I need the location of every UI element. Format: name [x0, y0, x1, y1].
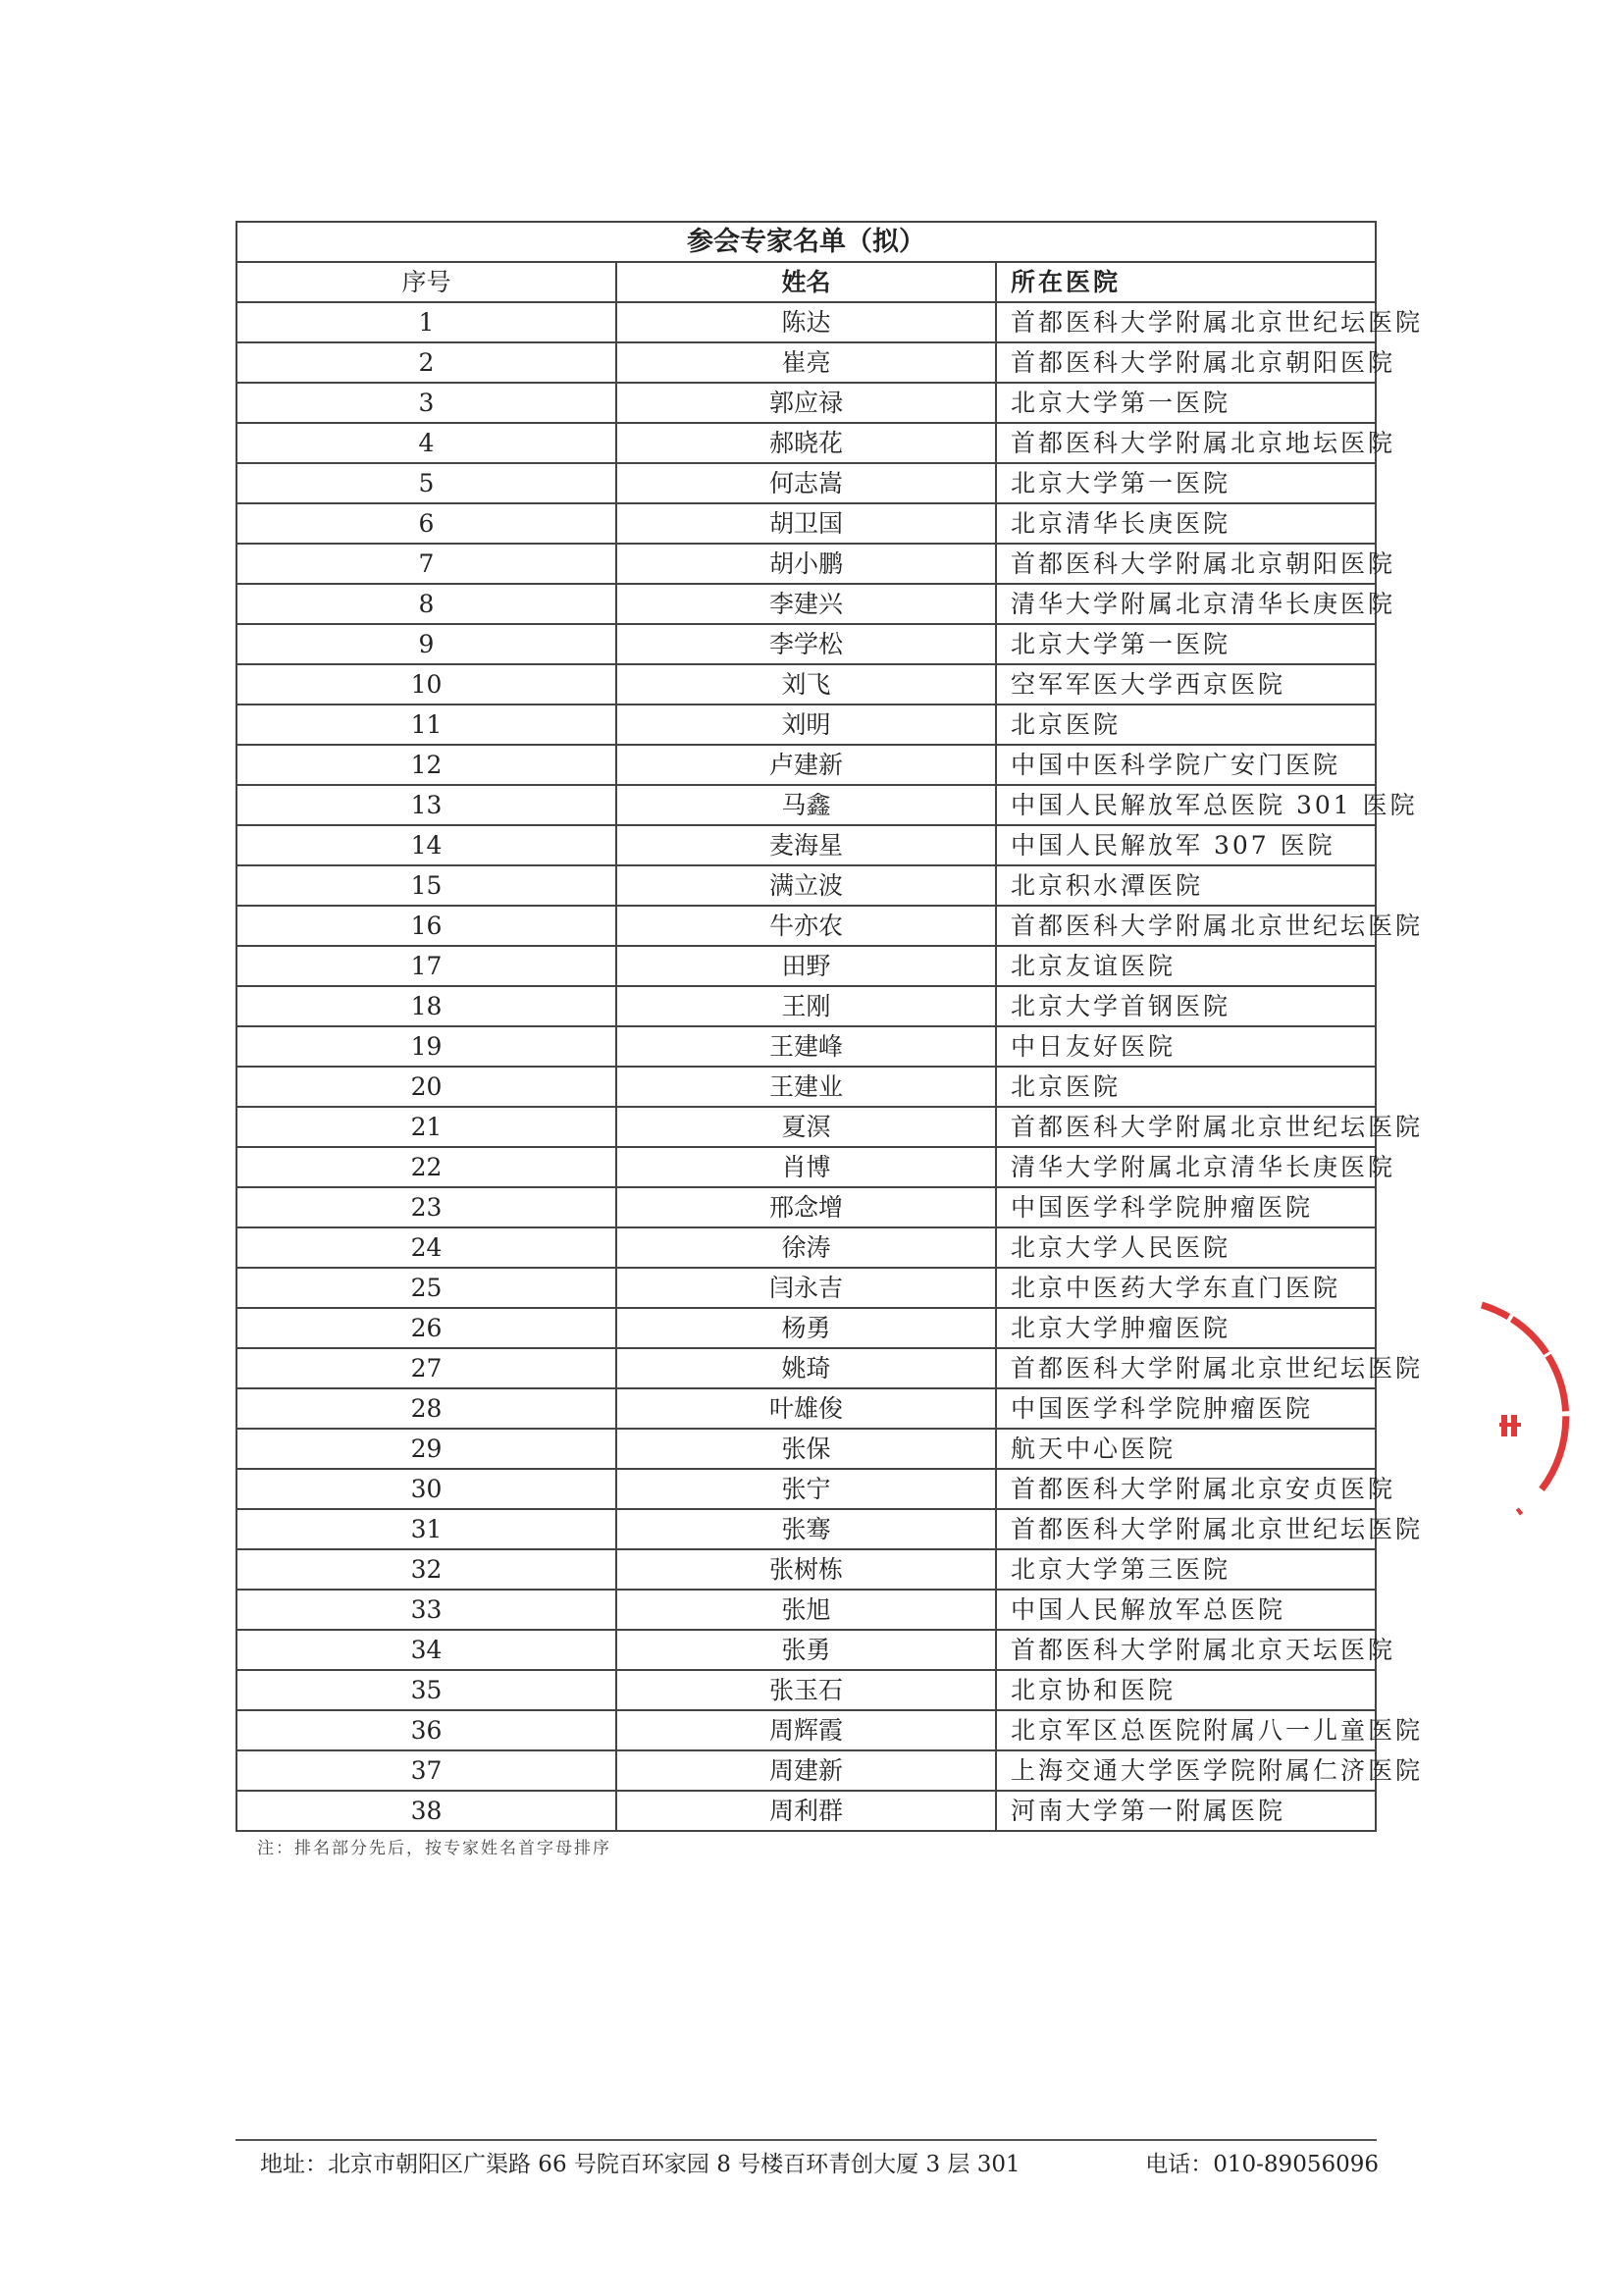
row-index: 5: [236, 463, 616, 503]
row-index: 12: [236, 745, 616, 785]
header-name: 姓名: [616, 262, 996, 302]
expert-name: 麦海星: [616, 825, 996, 865]
expert-name: 周利群: [616, 1791, 996, 1831]
table-row: [236, 383, 1376, 423]
row-index: 29: [236, 1429, 616, 1469]
expert-name: 张骞: [616, 1509, 996, 1549]
table-row: [236, 1388, 1376, 1429]
expert-name: 王建峰: [616, 1026, 996, 1067]
expert-name: 崔亮: [616, 342, 996, 383]
expert-name: 闫永吉: [616, 1268, 996, 1308]
row-index: 34: [236, 1630, 616, 1670]
table-row: [236, 745, 1376, 785]
expert-name: 张保: [616, 1429, 996, 1469]
hospital-name: 首都医科大学附属北京世纪坛医院: [996, 1348, 1376, 1388]
hospital-name: 首都医科大学附属北京朝阳医院: [996, 544, 1376, 584]
row-index: 33: [236, 1590, 616, 1630]
table-row: [236, 1791, 1376, 1831]
hospital-name: 首都医科大学附属北京世纪坛医院: [996, 302, 1376, 342]
row-index: 19: [236, 1026, 616, 1067]
expert-name: 张宁: [616, 1469, 996, 1509]
table-row: [236, 1750, 1376, 1791]
hospital-name: 首都医科大学附属北京安贞医院: [996, 1469, 1376, 1509]
hospital-name: 中国人民解放军总医院 301 医院: [996, 785, 1376, 825]
table-row: [236, 946, 1376, 986]
row-index: 25: [236, 1268, 616, 1308]
expert-name: 张玉石: [616, 1670, 996, 1710]
row-index: 18: [236, 986, 616, 1026]
table-row: [236, 906, 1376, 946]
table-row: [236, 302, 1376, 342]
row-index: 10: [236, 664, 616, 704]
row-index: 14: [236, 825, 616, 865]
expert-name: 邢念增: [616, 1187, 996, 1227]
hospital-name: 中日友好医院: [996, 1026, 1376, 1067]
row-index: 31: [236, 1509, 616, 1549]
hospital-name: 北京大学第一医院: [996, 383, 1376, 423]
hospital-name: 北京医院: [996, 704, 1376, 745]
table-row: [236, 1227, 1376, 1268]
table-body: [236, 302, 1424, 1831]
expert-name: 郭应禄: [616, 383, 996, 423]
hospital-name: 清华大学附属北京清华长庚医院: [996, 584, 1376, 624]
table-section: [236, 221, 1424, 1859]
row-index: 35: [236, 1670, 616, 1710]
table-row: [236, 865, 1376, 906]
table-row: [236, 1348, 1376, 1388]
row-index: 11: [236, 704, 616, 745]
hospital-name: 中国医学科学院肿瘤医院: [996, 1388, 1376, 1429]
hospital-name: 北京大学第一医院: [996, 624, 1376, 664]
row-index: 26: [236, 1308, 616, 1348]
table-row: [236, 1429, 1376, 1469]
hospital-name: 北京大学肿瘤医院: [996, 1308, 1376, 1348]
row-index: 8: [236, 584, 616, 624]
table-row: [236, 1026, 1376, 1067]
hospital-name: 首都医科大学附属北京世纪坛医院: [996, 1107, 1376, 1147]
table-row: [236, 503, 1376, 544]
hospital-name: 北京大学人民医院: [996, 1227, 1376, 1268]
table-row: [236, 463, 1376, 503]
row-index: 7: [236, 544, 616, 584]
table-row: [236, 785, 1376, 825]
hospital-name: 上海交通大学医学院附属仁济医院: [996, 1750, 1376, 1791]
header-index: 序号: [236, 262, 616, 302]
table-row: [236, 1268, 1376, 1308]
table-row: [236, 584, 1376, 624]
table-row: [236, 1590, 1376, 1630]
hospital-name: 北京医院: [996, 1067, 1376, 1107]
expert-name: 郝晓花: [616, 423, 996, 463]
hospital-name: 清华大学附属北京清华长庚医院: [996, 1147, 1376, 1187]
table-row: [236, 704, 1376, 745]
table-row: [236, 664, 1376, 704]
table-row: [236, 1469, 1376, 1509]
table-row: [236, 1670, 1376, 1710]
hospital-name: 首都医科大学附属北京天坛医院: [996, 1630, 1376, 1670]
row-index: 2: [236, 342, 616, 383]
row-index: 6: [236, 503, 616, 544]
table-row: [236, 1308, 1376, 1348]
row-index: 16: [236, 906, 616, 946]
footer-divider: [236, 2139, 1377, 2141]
table-row: [236, 544, 1376, 584]
row-index: 9: [236, 624, 616, 664]
table-row: [236, 342, 1376, 383]
row-index: 30: [236, 1469, 616, 1509]
row-index: 17: [236, 946, 616, 986]
hospital-name: 北京军区总医院附属八一儿童医院: [996, 1710, 1376, 1750]
table-title: 参会专家名单（拟）: [236, 222, 1376, 262]
expert-name: 杨勇: [616, 1308, 996, 1348]
hospital-name: 空军军医大学西京医院: [996, 664, 1376, 704]
expert-name: 王刚: [616, 986, 996, 1026]
hospital-name: 北京清华长庚医院: [996, 503, 1376, 544]
expert-name: 张旭: [616, 1590, 996, 1630]
expert-name: 牛亦农: [616, 906, 996, 946]
row-index: 32: [236, 1549, 616, 1590]
expert-name: 叶雄俊: [616, 1388, 996, 1429]
expert-name: 胡卫国: [616, 503, 996, 544]
expert-name: 周建新: [616, 1750, 996, 1791]
expert-name: 夏溟: [616, 1107, 996, 1147]
table-row: [236, 1630, 1376, 1670]
row-index: 36: [236, 1710, 616, 1750]
expert-name: 胡小鹏: [616, 544, 996, 584]
hospital-name: 北京积水潭医院: [996, 865, 1376, 906]
expert-name: 卢建新: [616, 745, 996, 785]
row-index: 38: [236, 1791, 616, 1831]
row-index: 24: [236, 1227, 616, 1268]
table-row: [236, 1710, 1376, 1750]
expert-name: 刘明: [616, 704, 996, 745]
expert-name: 马鑫: [616, 785, 996, 825]
hospital-name: 中国人民解放军总医院: [996, 1590, 1376, 1630]
hospital-name: 中国中医科学院广安门医院: [996, 745, 1376, 785]
expert-name: 满立波: [616, 865, 996, 906]
hospital-name: 中国人民解放军 307 医院: [996, 825, 1376, 865]
expert-name: 张勇: [616, 1630, 996, 1670]
row-index: 1: [236, 302, 616, 342]
table-row: [236, 825, 1376, 865]
hospital-name: 北京友谊医院: [996, 946, 1376, 986]
expert-name: 徐涛: [616, 1227, 996, 1268]
table-row: [236, 624, 1376, 664]
expert-name: 肖博: [616, 1147, 996, 1187]
expert-name: 姚琦: [616, 1348, 996, 1388]
row-index: 20: [236, 1067, 616, 1107]
hospital-name: 航天中心医院: [996, 1429, 1376, 1469]
row-index: 27: [236, 1348, 616, 1388]
hospital-name: 河南大学第一附属医院: [996, 1791, 1376, 1831]
table-row: [236, 1509, 1376, 1549]
footer: [260, 2151, 1379, 2178]
table-row: [236, 986, 1376, 1026]
table-row: [236, 1107, 1376, 1147]
expert-name: 李学松: [616, 624, 996, 664]
hospital-name: 北京大学首钢医院: [996, 986, 1376, 1026]
hospital-name: 首都医科大学附属北京朝阳医院: [996, 342, 1376, 383]
expert-name: 何志嵩: [616, 463, 996, 503]
hospital-name: 北京大学第三医院: [996, 1549, 1376, 1590]
hospital-name: 北京大学第一医院: [996, 463, 1376, 503]
expert-name: 陈达: [616, 302, 996, 342]
expert-name: 王建业: [616, 1067, 996, 1107]
row-index: 37: [236, 1750, 616, 1791]
row-index: 28: [236, 1388, 616, 1429]
hospital-name: 北京协和医院: [996, 1670, 1376, 1710]
row-index: 23: [236, 1187, 616, 1227]
row-index: 13: [236, 785, 616, 825]
table-row: [236, 1147, 1376, 1187]
hospital-name: 北京中医药大学东直门医院: [996, 1268, 1376, 1308]
footer-address: 地址：北京市朝阳区广渠路 66 号院百环家园 8 号楼百环青创大厦 3 层 301: [260, 2152, 1021, 2177]
footer-phone: 电话：010-89056096: [1145, 2152, 1379, 2177]
expert-name: 刘飞: [616, 664, 996, 704]
hospital-name: 首都医科大学附属北京世纪坛医院: [996, 906, 1376, 946]
hospital-name: 中国医学科学院肿瘤医院: [996, 1187, 1376, 1227]
expert-list-table: [236, 221, 1424, 1832]
table-row: [236, 1187, 1376, 1227]
table-row: [236, 1549, 1376, 1590]
red-seal-stamp: [1442, 1295, 1550, 1540]
table-note: 注：排名部分先后，按专家姓名首字母排序: [257, 1839, 611, 1858]
hospital-name: 首都医科大学附属北京世纪坛医院: [996, 1509, 1376, 1549]
table-row: [236, 423, 1376, 463]
row-index: 4: [236, 423, 616, 463]
row-index: 15: [236, 865, 616, 906]
expert-name: 张树栋: [616, 1549, 996, 1590]
row-index: 21: [236, 1107, 616, 1147]
expert-name: 李建兴: [616, 584, 996, 624]
table-row: [236, 1067, 1376, 1107]
row-index: 3: [236, 383, 616, 423]
expert-name: 田野: [616, 946, 996, 986]
expert-name: 周辉霞: [616, 1710, 996, 1750]
hospital-name: 首都医科大学附属北京地坛医院: [996, 423, 1376, 463]
row-index: 22: [236, 1147, 616, 1187]
header-hospital: 所在医院: [996, 262, 1376, 302]
